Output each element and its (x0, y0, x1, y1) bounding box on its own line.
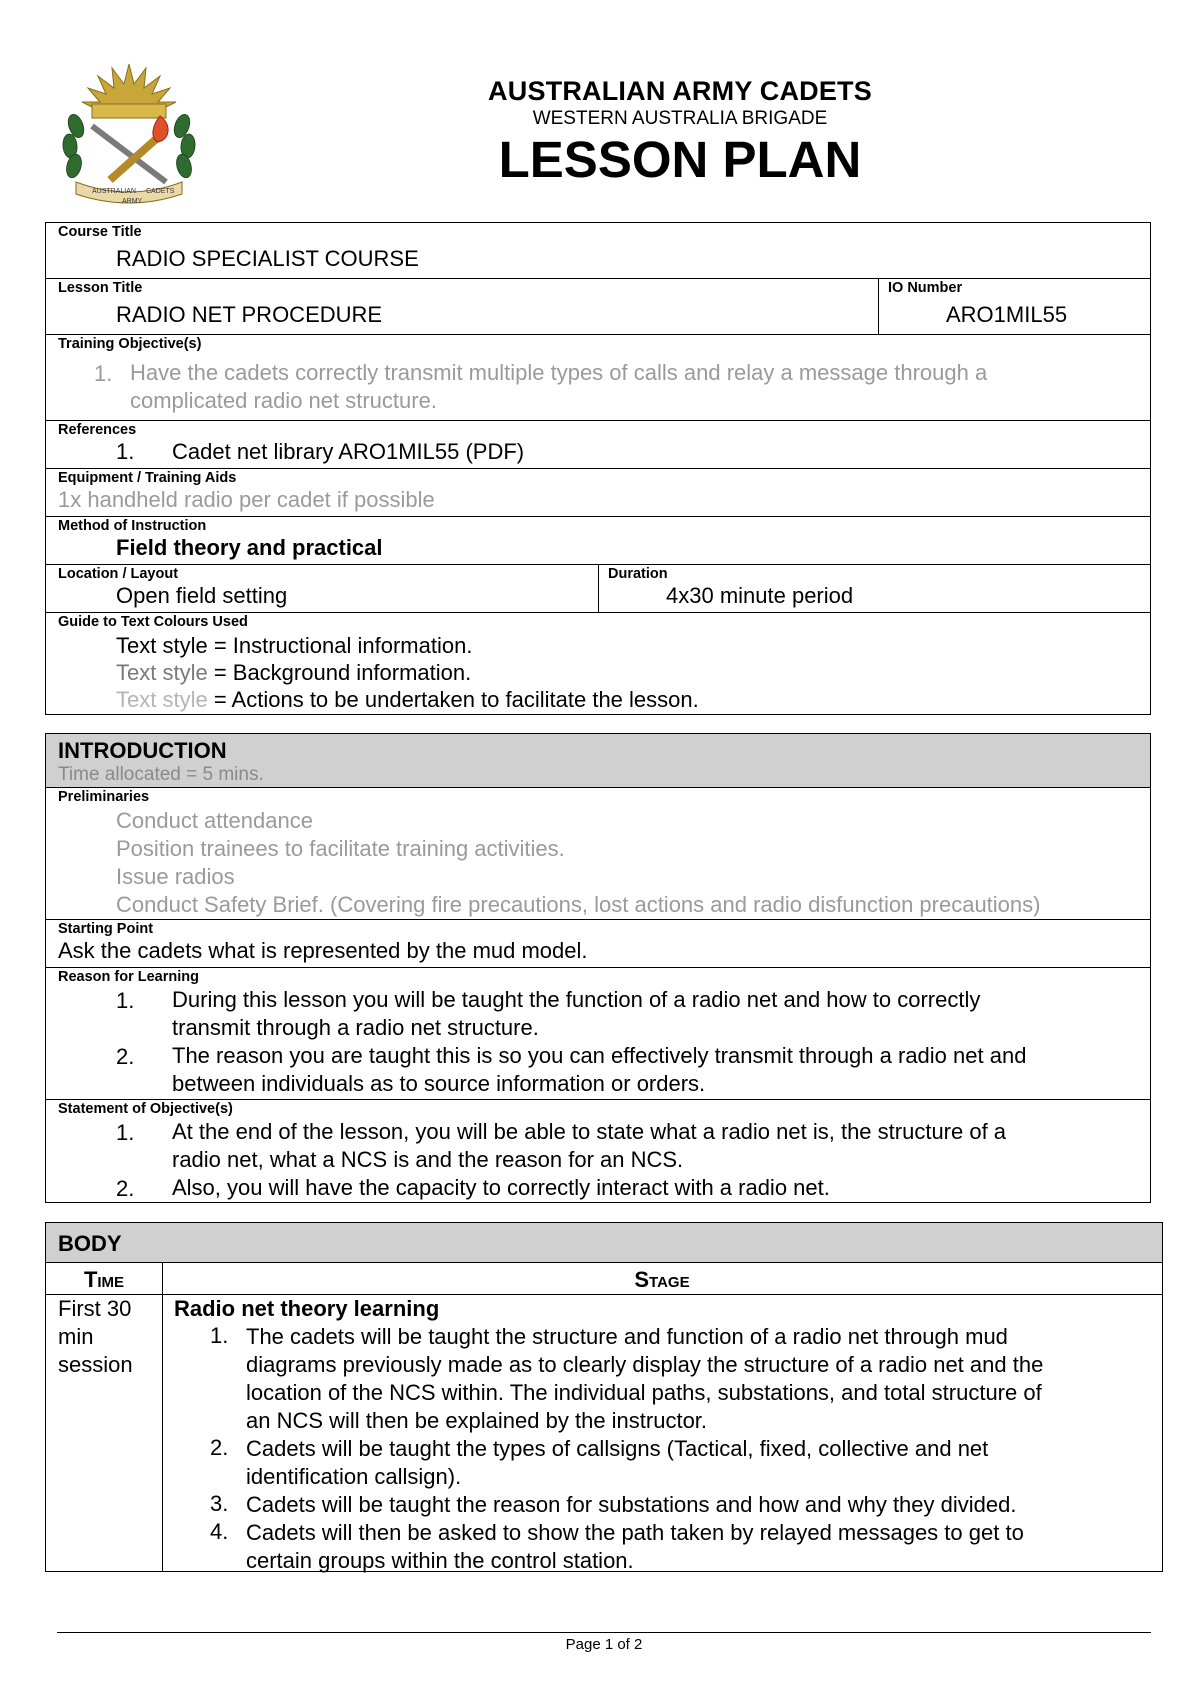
location-label: Location / Layout (58, 566, 179, 582)
introduction-table (45, 733, 1151, 1203)
introduction-header (46, 734, 1150, 788)
statement-1-line-2: radio net, what a NCS is and the reason for an NCS. (172, 1147, 684, 1172)
guide-style-sample-1: Text style (116, 633, 208, 658)
preliminary-item: Conduct Safety Brief. (Covering fire precautions, lost actions and radio disfunction precautions) (116, 892, 1041, 917)
rising-sun-emblem (82, 64, 176, 118)
time-cell-line: min (58, 1324, 94, 1349)
guide-line-3 (116, 687, 699, 713)
introduction-time: Time allocated = 5 mins. (58, 764, 264, 785)
stage-item-4-line: Cadets will then be asked to show the path taken by relayed messages to get to (246, 1520, 1024, 1545)
training-objective-number: 1. (94, 361, 113, 386)
starting-point-value: Ask the cadets what is represented by the mud model. (58, 938, 588, 963)
body-title: BODY (58, 1231, 122, 1256)
preliminaries-row (46, 788, 1150, 920)
duration-value: 4x30 minute period (666, 583, 854, 608)
guide-desc-3: = Actions to be undertaken to facilitate the lesson. (207, 687, 699, 712)
document-title: LESSON PLAN (498, 131, 862, 188)
stage-item-3: Cadets will be taught the reason for substations and how and why they divided. (246, 1492, 1017, 1517)
brigade-subtitle: WESTERN AUSTRALIA BRIGADE (532, 108, 828, 129)
preliminary-item: Position trainees to facilitate training activities. (116, 836, 565, 861)
course-title-value: RADIO SPECIALIST COURSE (116, 246, 419, 271)
statement-2: Also, you will have the capacity to correctly interact with a radio net. (172, 1175, 830, 1200)
duration-divider (598, 565, 599, 612)
reason-label: Reason for Learning (58, 969, 199, 985)
stage-item-2-line: Cadets will be taught the types of callsigns (Tactical, fixed, collective and net (246, 1436, 989, 1461)
logo-text-left: AUSTRALIAN (92, 188, 136, 195)
starting-point-label: Starting Point (58, 921, 154, 937)
footer-divider (57, 1632, 1151, 1633)
references-row (46, 421, 1150, 469)
equipment-value: 1x handheld radio per cadet if possible (58, 487, 435, 512)
reason-1-line-1: During this lesson you will be taught the function of a radio net and how to correctly (172, 987, 981, 1012)
guide-style-sample-2: Text style (116, 660, 208, 685)
guide-label: Guide to Text Colours Used (58, 614, 248, 630)
lesson-info-table (45, 222, 1151, 715)
reason-number: 2. (116, 1044, 135, 1069)
statement-number: 1. (116, 1120, 135, 1145)
preliminary-item: Conduct attendance (116, 808, 313, 833)
reason-2-line-1: The reason you are taught this is so you can effectively transmit through a radio net and (172, 1043, 1027, 1068)
method-label: Method of Instruction (58, 518, 207, 534)
preliminaries-label: Preliminaries (58, 789, 150, 805)
guide-line-1 (116, 633, 472, 659)
references-label: References (58, 422, 137, 438)
logo-text-right: CADETS (146, 188, 175, 195)
body-header (46, 1223, 1162, 1263)
lesson-title-label: Lesson Title (58, 280, 143, 296)
guide-desc-2: = Background information. (207, 660, 472, 685)
location-value: Open field setting (116, 583, 288, 608)
introduction-title: INTRODUCTION (58, 738, 227, 763)
io-number-value: ARO1MIL55 (946, 302, 1068, 327)
time-cell-line: First 30 (58, 1296, 132, 1321)
equipment-label: Equipment / Training Aids (58, 470, 237, 486)
wreath (62, 112, 196, 179)
page-number: Page 1 of 2 (565, 1636, 643, 1653)
stage-item-number: 3. (210, 1491, 229, 1516)
body-column-headers (46, 1263, 1162, 1295)
stage-item-number: 4. (210, 1519, 229, 1544)
training-objective-row (46, 335, 1150, 421)
training-objective-label: Training Objective(s) (58, 336, 202, 352)
lesson-title-row (46, 279, 1150, 335)
io-number-label: IO Number (888, 280, 963, 296)
preliminary-item: Issue radios (116, 864, 235, 889)
time-cell-line: session (58, 1352, 133, 1377)
statement-label: Statement of Objective(s) (58, 1101, 233, 1117)
starting-point-row (46, 920, 1150, 968)
stage-item-4-line: certain groups within the control station. (246, 1548, 634, 1573)
guide-line-2 (116, 660, 471, 686)
reason-1-line-2: transmit through a radio net structure. (172, 1015, 539, 1040)
statement-1-line-1: At the end of the lesson, you will be able to state what a radio net is, the structure of a (172, 1119, 1007, 1144)
stage-item-number: 2. (210, 1435, 229, 1460)
org-title: AUSTRALIAN ARMY CADETS (488, 76, 872, 106)
stage-item-1-line: location of the NCS within. The individual paths, substations, and total structure of (246, 1380, 1042, 1405)
reference-number: 1. (116, 439, 135, 464)
stage-column-header: Stage (634, 1267, 690, 1292)
text-colour-guide-row (46, 613, 1150, 716)
guide-desc-1: = Instructional information. (207, 633, 473, 658)
logo-text-bottom: ARMY (122, 198, 143, 204)
method-value: Field theory and practical (116, 535, 383, 560)
stage-item-1-line: an NCS will then be explained by the instructor. (246, 1408, 708, 1433)
reason-number: 1. (116, 988, 135, 1013)
lesson-title-value: RADIO NET PROCEDURE (116, 302, 383, 327)
statement-number: 2. (116, 1176, 135, 1201)
stage-item-1-line: The cadets will be taught the structure and function of a radio net through mud (246, 1324, 1008, 1349)
training-objective-line-2: complicated radio net structure. (130, 388, 437, 413)
stage-title: Radio net theory learning (174, 1296, 440, 1321)
equipment-row (46, 469, 1150, 517)
guide-style-sample-3: Text style (116, 687, 208, 712)
body-table (45, 1222, 1163, 1572)
method-row (46, 517, 1150, 565)
reason-2-line-2: between individuals as to source information or orders. (172, 1071, 706, 1096)
duration-label: Duration (608, 566, 668, 582)
body-session-row (46, 1295, 1162, 1573)
training-objective-line-1: Have the cadets correctly transmit multiple types of calls and relay a message through a (130, 360, 988, 385)
reference-1: Cadet net library ARO1MIL55 (PDF) (172, 439, 525, 464)
stage-item-2-line: identification callsign). (246, 1464, 462, 1489)
statement-of-objectives-row (46, 1100, 1150, 1204)
stage-item-number: 1. (210, 1323, 229, 1348)
army-cadets-crest-logo (54, 54, 204, 204)
course-title-label: Course Title (58, 224, 142, 240)
io-divider (878, 279, 879, 334)
location-row (46, 565, 1150, 613)
reason-for-learning-row (46, 968, 1150, 1100)
course-title-row (46, 223, 1150, 279)
stage-item-1-line: diagrams previously made as to clearly display the structure of a radio net and the (246, 1352, 1044, 1377)
time-column-header: Time (83, 1267, 125, 1292)
